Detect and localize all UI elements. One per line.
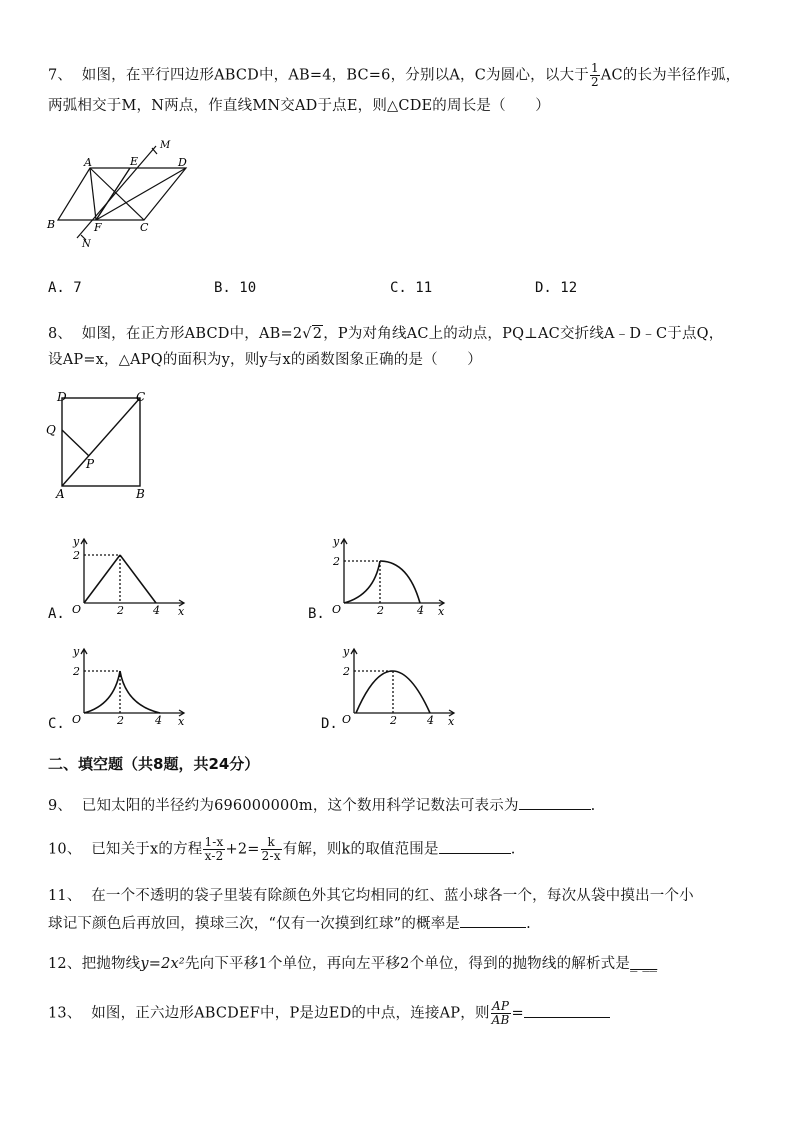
q9-number: 9、 <box>48 798 73 814</box>
q7-fraction: $\frac{1}{2}$ <box>590 61 599 89</box>
q8-label-b: B <box>136 487 145 500</box>
q11-line2 <box>48 912 531 933</box>
graph-d-x-tick-2: 2 <box>390 714 397 727</box>
q9-period: . <box>590 798 596 814</box>
graph-c-x-tick-4: 4 <box>155 714 162 727</box>
q7-number: 7、 <box>48 67 73 84</box>
graph-b-x-tick-4: 4 <box>417 604 424 617</box>
q12-line <box>48 952 657 973</box>
q11-text-1: 在一个不透明的袋子里装有除颜色外其它均相同的红、蓝小球各一个，每次从袋中摸出一个小 <box>91 888 694 904</box>
q8-label-q: Q <box>46 423 56 437</box>
q10-answer-blank[interactable] <box>439 839 511 854</box>
q13-answer-blank[interactable] <box>524 1003 610 1018</box>
graph-c-y-label: y <box>73 645 80 658</box>
q8-square-figure <box>44 388 154 500</box>
q8-option-a[interactable]: A. <box>48 606 65 622</box>
q7-label-d: D <box>178 156 187 169</box>
graph-b-x-label: x <box>438 605 445 618</box>
q10-number: 10、 <box>48 841 82 858</box>
graph-d-x-tick-4: 4 <box>427 714 434 727</box>
q8-line2: 设AP=x，△APQ的面积为y，则y与x的函数图象正确的是（ ） <box>48 352 482 368</box>
q9-text: 已知太阳的半径约为696000000m，这个数用科学记数法可表示为 <box>81 798 519 814</box>
q8-label-a: A <box>56 487 65 500</box>
q9-answer-blank[interactable] <box>519 795 591 810</box>
q13-text: 如图，正六边形ABCDEF中，P是边ED的中点，连接AP，则 <box>91 1005 490 1022</box>
q8-option-d[interactable]: D. <box>321 716 338 732</box>
q7-option-c[interactable]: C. 11 <box>390 280 433 296</box>
q10-fraction-2: $\frac{k}{2-x}$ <box>261 835 281 863</box>
q8-number: 8、 <box>48 326 73 342</box>
q8-graph-c[interactable] <box>62 643 192 728</box>
graph-b-origin: O <box>332 603 342 616</box>
q8-label-p: P <box>86 457 95 471</box>
q8-text-a: 如图，在正方形ABCD中，AB= <box>81 326 293 342</box>
q7-label-a: A <box>84 156 92 169</box>
q8-ab-value: 2√2 <box>292 326 323 342</box>
graph-a-x-label: x <box>178 605 185 618</box>
q7-option-d[interactable]: D. 12 <box>535 280 578 296</box>
section-heading-fill-blank: 二、填空题（共8题，共24分） <box>48 755 260 773</box>
graph-b-y-tick: 2 <box>333 555 340 568</box>
q10-text-a: 已知关于x的方程 <box>91 841 203 858</box>
q13-equals: = <box>511 1005 524 1022</box>
graph-d-y-label: y <box>343 645 350 658</box>
q8-label-d: D <box>57 390 67 404</box>
q10-plus-equals: +2= <box>225 841 260 858</box>
graph-d-y-tick: 2 <box>343 665 350 678</box>
q7-text-a: 如图，在平行四边形ABCD中，AB=4，BC=6，分别以A，C为圆心，以大于 <box>81 67 589 84</box>
q12-text-a: 把抛物线 <box>81 956 141 972</box>
q12-formula: y=2x² <box>140 956 185 972</box>
graph-a-y-tick: 2 <box>73 549 80 562</box>
q8-graph-a[interactable] <box>62 533 192 618</box>
graph-a-origin: O <box>72 603 82 616</box>
q11-period: . <box>526 916 531 932</box>
graph-a-x-tick-2: 2 <box>117 604 124 617</box>
graph-c-x-tick-2: 2 <box>117 714 124 727</box>
q7-option-b[interactable]: B. 10 <box>214 280 257 296</box>
q11-number: 11、 <box>48 888 82 904</box>
graph-c-origin: O <box>72 713 82 726</box>
q8-label-c: C <box>136 390 146 404</box>
q8-line1 <box>48 322 723 343</box>
graph-d-origin: O <box>342 713 352 726</box>
q13-line <box>48 1000 610 1027</box>
graph-a-y-label: y <box>73 535 80 548</box>
q12-text-b: 先向下平移1个单位，再向左平移2个单位，得到的抛物线的解析式是 <box>184 956 631 972</box>
graph-b-x-tick-2: 2 <box>377 604 384 617</box>
q8-text-b: ，P为对角线AC上的动点，PQ⊥AC交折线A﹣D﹣C于点Q， <box>323 326 724 342</box>
q7-label-m: M <box>160 140 171 151</box>
graph-c-y-tick: 2 <box>73 665 80 678</box>
q10-text-b: 有解，则k的取值范围是 <box>282 841 439 858</box>
q12-answer-blank[interactable]: _ __ <box>630 956 658 972</box>
q8-graph-b[interactable] <box>322 533 452 618</box>
q13-number: 13、 <box>48 1005 82 1022</box>
q7-label-b: B <box>47 218 56 231</box>
q7-parallelogram-figure <box>44 138 194 250</box>
graph-a-x-tick-4: 4 <box>153 604 160 617</box>
q8-option-c[interactable]: C. <box>48 716 65 732</box>
q13-fraction: $\frac{AP}{AB}$ <box>491 999 510 1027</box>
q11-text-2: 球记下颜色后再放回，摸球三次，“仅有一次摸到红球”的概率是 <box>48 916 461 932</box>
q12-number: 12、 <box>48 956 82 972</box>
q11-line1 <box>48 884 694 905</box>
q7-label-n: N <box>82 239 91 250</box>
q7-label-c: C <box>140 221 149 234</box>
q11-answer-blank[interactable] <box>460 913 526 928</box>
q9-line <box>48 794 595 815</box>
q7-label-f: F <box>94 221 102 234</box>
q10-period: . <box>510 841 516 858</box>
graph-c-x-label: x <box>178 715 185 728</box>
q8-graph-d[interactable] <box>332 643 462 728</box>
graph-b-y-label: y <box>333 535 340 548</box>
q10-fraction-1: $\frac{1-x}{x-2}$ <box>204 835 224 863</box>
q7-line1 <box>48 62 740 89</box>
q8-option-b[interactable]: B. <box>308 606 325 622</box>
q7-text-b: AC的长为半径作弧， <box>600 67 741 84</box>
q7-option-a[interactable]: A. 7 <box>48 280 82 296</box>
q7-line2: 两弧相交于M，N两点，作直线MN交AD于点E，则△CDE的周长是（ ） <box>48 98 550 114</box>
q10-line <box>48 836 516 863</box>
graph-d-x-label: x <box>448 715 455 728</box>
q7-label-e: E <box>130 155 139 168</box>
